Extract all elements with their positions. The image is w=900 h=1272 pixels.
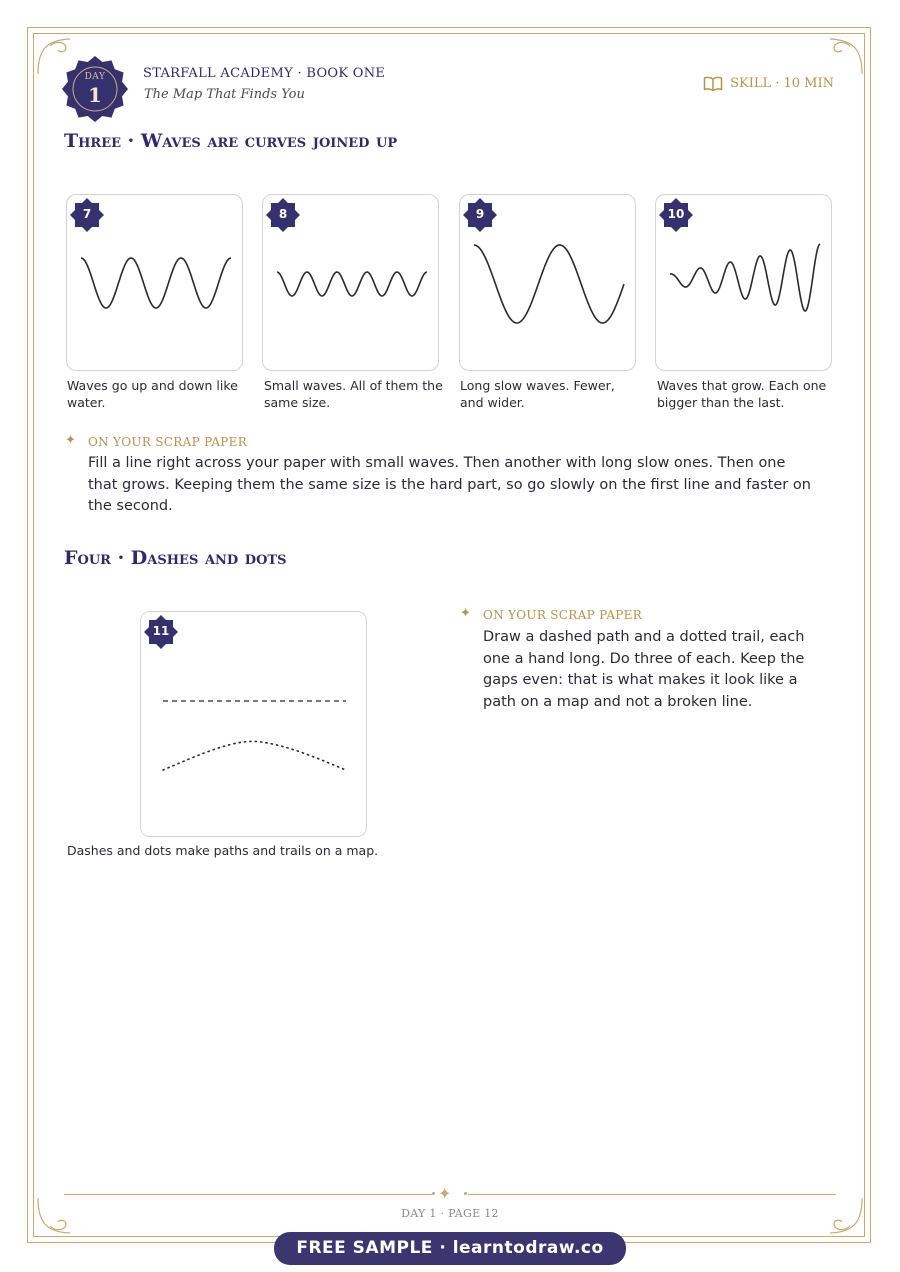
day-badge (62, 56, 128, 122)
book-subtitle: The Map That Finds You (144, 87, 305, 102)
exercise-caption-10: Waves that grow. Each one bigger than the last. (657, 378, 827, 410)
scrap-paper-instructions: Fill a line right across your paper with small waves. Then another with long slow ones. Then one that grows. Keeping them the same size is the hard part, so go slowly on the first line and faster on the second. (88, 455, 811, 514)
book-icon (703, 76, 723, 91)
footer-divider (468, 1194, 836, 1195)
long-wave-drawing (460, 195, 637, 372)
exercise-number: 11 (152, 624, 170, 638)
sparkle-icon: ✦ (438, 1184, 452, 1203)
scrap-paper-instructions: Draw a dashed path and a dotted trail, each one a hand long. Do three of each. Keep the gaps even: that is what makes it look like a path on a map and not a broken line. (483, 629, 805, 710)
exercise-caption-7: Waves go up and down like water. (67, 378, 238, 410)
badge-day-number: 1 (88, 83, 102, 107)
corner-flourish-icon (824, 36, 864, 76)
small-wave-drawing (263, 195, 440, 372)
sparkle-icon: ✦ (65, 433, 76, 448)
exercise-number: 9 (475, 207, 485, 221)
sparkle-icon: ✦ (460, 606, 471, 621)
dashes-and-dots-drawing (141, 612, 368, 838)
free-sample-banner[interactable]: FREE SAMPLE · learntodraw.co (274, 1232, 626, 1265)
exercise-caption-9: Long slow waves. Fewer, and wider. (460, 378, 615, 410)
brand-title: STARFALL ACADEMY · BOOK ONE (143, 66, 386, 81)
exercise-card-8 (262, 194, 439, 371)
exercise-caption-11: Dashes and dots make paths and trails on a map. (67, 843, 379, 858)
footer-dot (464, 1192, 467, 1195)
skill-duration (703, 76, 834, 91)
exercise-number: 7 (82, 207, 92, 221)
exercise-number: 8 (278, 207, 288, 221)
section-three-title: Three · Waves are curves joined up (64, 130, 398, 152)
dotted-trail-line (163, 741, 346, 770)
footer-dot (432, 1192, 435, 1195)
badge-day-label: DAY (84, 72, 106, 82)
footer-divider (64, 1194, 432, 1195)
scrap-paper-label: ON YOUR SCRAP PAPER (88, 435, 248, 449)
exercise-card-9 (459, 194, 636, 371)
exercise-card-7 (66, 194, 243, 371)
skill-duration-text: SKILL · 10 MIN (730, 76, 834, 91)
exercise-number: 10 (667, 207, 685, 221)
wave-drawing (67, 195, 244, 372)
section-four-title: Four · Dashes and dots (64, 547, 287, 569)
page-footer: DAY 1 · PAGE 12 (401, 1207, 499, 1220)
growing-wave-drawing (656, 195, 833, 372)
scrap-paper-label: ON YOUR SCRAP PAPER (483, 608, 643, 622)
exercise-caption-8: Small waves. All of them the same size. (264, 378, 443, 410)
exercise-card-11 (140, 611, 367, 837)
exercise-card-10 (655, 194, 832, 371)
